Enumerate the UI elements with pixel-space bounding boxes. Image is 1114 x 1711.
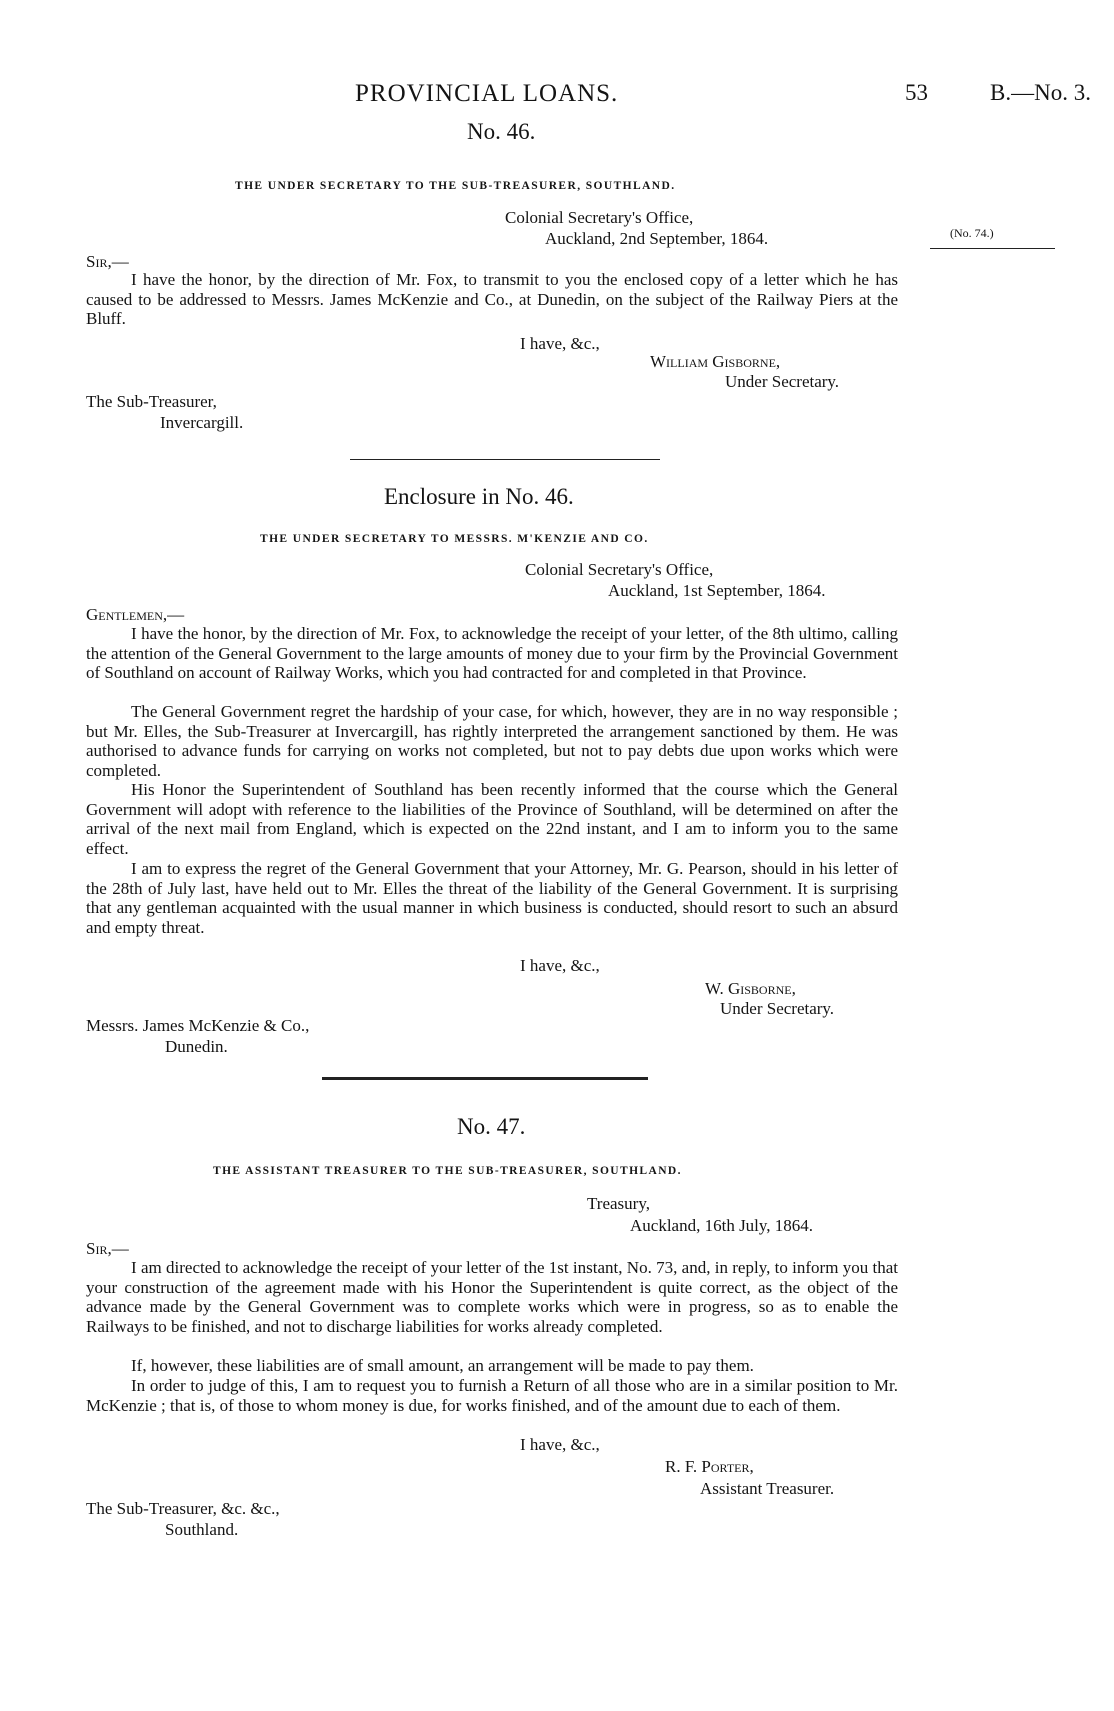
doc46-address-line2: Auckland, 2nd September, 1864. [545,229,769,248]
doc46-addressee-line1: The Sub-Treasurer, [86,392,217,411]
doc46-heading: THE UNDER SECRETARY TO THE SUB-TREASURER, SOUTHLAND. [235,180,676,192]
enclosure-heading: THE UNDER SECRETARY TO MESSRS. M'KENZIE AND CO. [260,533,649,545]
running-title: PROVINCIAL LOANS. [355,80,619,107]
doc46-signature-name: William Gisborne, [650,352,781,371]
doc47-address-line1: Treasury, [587,1194,650,1213]
doc47-paragraph-1: I am directed to acknowledge the receipt of your letter of the 1st instant, No. 73, and, in reply, to inform you that your construction of the agreement made with his Honor the Superintendent is quite correct, as the object of the advance made by the General Government was to complete works which were in progress, so as to enable the Railways to be finished, and not to discharge liabilities for works already completed. [86,1258,898,1336]
doc47-heading: THE ASSISTANT TREASURER TO THE SUB-TREASURER, SOUTHLAND. [213,1165,682,1177]
doc47-number: No. 47. [457,1114,526,1139]
doc46-address-line1: Colonial Secretary's Office, [505,208,694,227]
doc47-addressee-line2: Southland. [165,1520,239,1539]
section-divider-thick [322,1077,648,1080]
doc47-signature-name: R. F. Porter, [665,1457,754,1476]
doc46-addressee-line2: Invercargill. [160,413,244,432]
enclosure-addressee-line2: Dunedin. [165,1037,228,1056]
doc47-signature-title: Assistant Treasurer. [700,1479,835,1498]
doc47-addressee-line1: The Sub-Treasurer, &c. &c., [86,1499,280,1518]
doc46-body: I have the honor, by the direction of Mr. Fox, to transmit to you the enclosed copy of a letter which he has caused to be addressed to Messrs. James McKenzie and Co., at Dunedin, on the subject of the Railway Piers at the Bluff. [86,270,898,328]
doc46-salutation: Sir,— [86,252,129,271]
enclosure-paragraph-1: I have the honor, by the direction of Mr. Fox, to acknowledge the receipt of your letter, of the 8th ultimo, calling the attention of the General Government to the large amounts of money due to your firm by the Provincial Government of Southland on account of Railway Works, which you had contracted for and completed in that Province. [86,624,898,682]
doc47-closing: I have, &c., [520,1435,600,1454]
doc47-salutation: Sir,— [86,1239,129,1258]
enclosure-paragraph-2: The General Government regret the hardship of your case, for which, however, they are in no way responsible ; but Mr. Elles, the Sub-Treasurer at Invercargill, has rightly interpreted the arrangement sanctioned by them. He was authorised to advance funds for carrying on works not completed, but not to pay debts due upon works which were completed. [86,702,898,780]
margin-note: (No. 74.) [950,226,994,240]
enclosure-addressee-line1: Messrs. James McKenzie & Co., [86,1016,310,1035]
enclosure-paragraph-4: I am to express the regret of the General Government that your Attorney, Mr. G. Pearson, should in his letter of the 28th of July last, have held out to Mr. Elles the threat of the liability of the General Government. It is surprising that any gentleman acquainted with the usual manner in which business is conducted, should resort to such an absurd and empty threat. [86,859,898,937]
enclosure-title: Enclosure in No. 46. [384,484,574,509]
enclosure-address-line2: Auckland, 1st September, 1864. [608,581,826,600]
doc46-closing: I have, &c., [520,334,600,353]
enclosure-signature-name: W. Gisborne, [705,979,796,998]
margin-note-rule [930,248,1055,249]
enclosure-signature-title: Under Secretary. [720,999,835,1018]
enclosure-salutation: Gentlemen,— [86,605,185,624]
doc47-paragraph-3: In order to judge of this, I am to request you to furnish a Return of all those who are in a similar position to Mr. McKenzie ; that is, of those to whom money is due, for works finished, and of the amount due to each of them. [86,1376,898,1415]
doc47-paragraph-2: If, however, these liabilities are of small amount, an arrangement will be made to pay them. [131,1356,754,1375]
doc47-address-line2: Auckland, 16th July, 1864. [630,1216,814,1235]
doc46-number: No. 46. [467,119,536,144]
doc46-signature-title: Under Secretary. [725,372,840,391]
page-number: 53 [905,80,928,105]
enclosure-closing: I have, &c., [520,956,600,975]
enclosure-address-line1: Colonial Secretary's Office, [525,560,714,579]
series-reference: B.—No. 3. [990,80,1091,105]
enclosure-paragraph-3: His Honor the Superintendent of Southland has been recently informed that the course which the General Government will adopt with reference to the liabilities of the Province of Southland, will be determined on after the arrival of the next mail from England, which is expected on the 22nd instant, and I am to inform you to the same effect. [86,780,898,858]
section-divider [350,459,660,460]
